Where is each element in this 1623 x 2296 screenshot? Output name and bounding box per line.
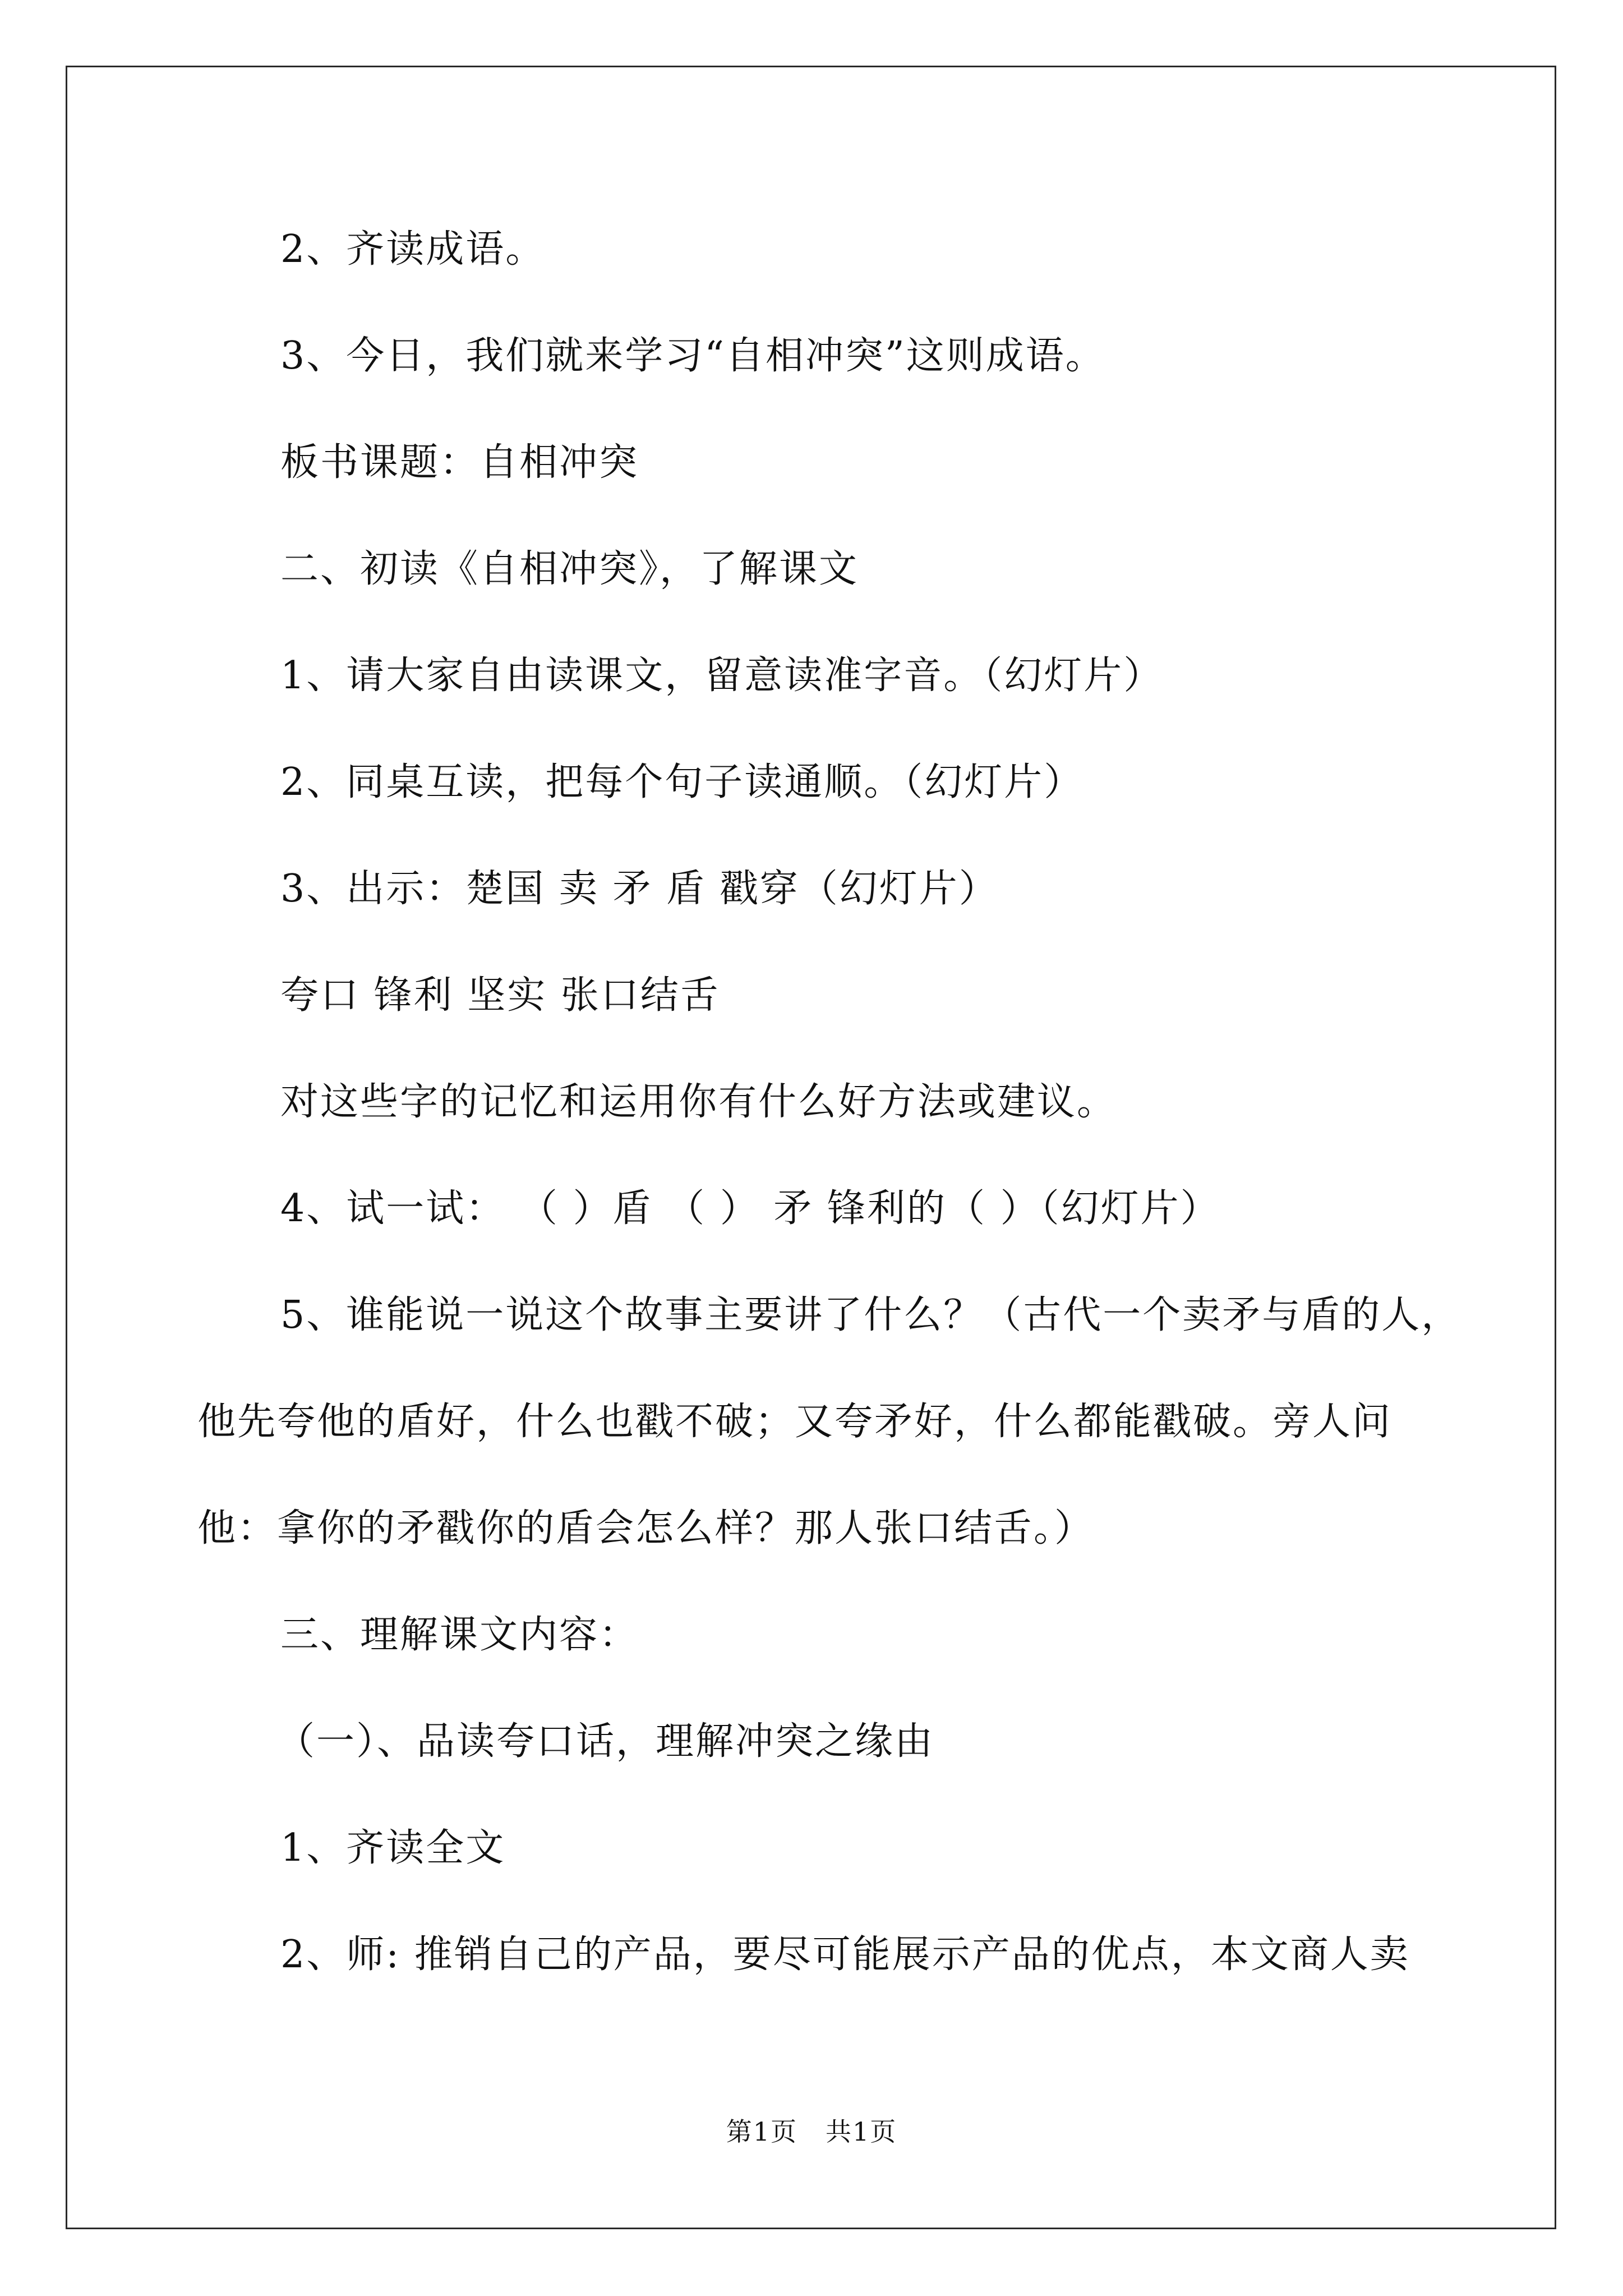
page-total: 共1页 <box>826 2116 897 2147</box>
text-line-8: 夸口 锋利 坚实 张口结舌 <box>280 973 720 1018</box>
text-line-7: 3、出示：楚国 卖 矛 盾 戳穿（幻灯片） <box>280 867 999 911</box>
page-border <box>66 66 1556 2229</box>
section-heading-2: 二、初读《自相冲突》，了解课文 <box>280 547 859 591</box>
text-line-1: 2、齐读成语。 <box>280 227 546 272</box>
text-line-17: 2、师: 推销自己的产品，要尽可能展示产品的优点，本文商人卖 <box>280 1932 1410 1977</box>
text-line-11: 5、谁能说一说这个故事主要讲了什么？（古代一个卖矛与盾的人， <box>280 1293 1461 1337</box>
text-line-5: 1、请大家自由读课文，留意读准字音。（幻灯片） <box>280 654 1164 698</box>
text-line-6: 2、同桌互读，把每个句子读通顺。（幻灯片） <box>280 760 1084 804</box>
text-line-9: 对这些字的记忆和运用你有什么好方法或建议。 <box>280 1080 1117 1124</box>
text-line-13: 他：拿你的矛戳你的盾会怎么样？那人张口结舌。） <box>197 1506 1095 1550</box>
page-number: 第1页 <box>726 2116 797 2147</box>
text-line-2: 3、今日，我们就来学习“自相冲突”这则成语。 <box>280 334 1105 378</box>
subsection-heading-1: （一）、品读夸口话，理解冲突之缘由 <box>276 1719 935 1764</box>
page-footer <box>0 2115 1623 2148</box>
text-line-16: 1、齐读全文 <box>280 1826 506 1870</box>
section-heading-3: 三、理解课文内容： <box>280 1613 639 1657</box>
text-line-3: 板书课题：自相冲突 <box>280 440 639 485</box>
text-line-10: 4、试一试： （ ）盾 （ ） 矛 锋利的（ ）（幻灯片） <box>280 1186 1220 1231</box>
text-line-12: 他先夸他的盾好，什么也戳不破；又夸矛好，什么都能戳破。旁人问 <box>197 1400 1393 1444</box>
